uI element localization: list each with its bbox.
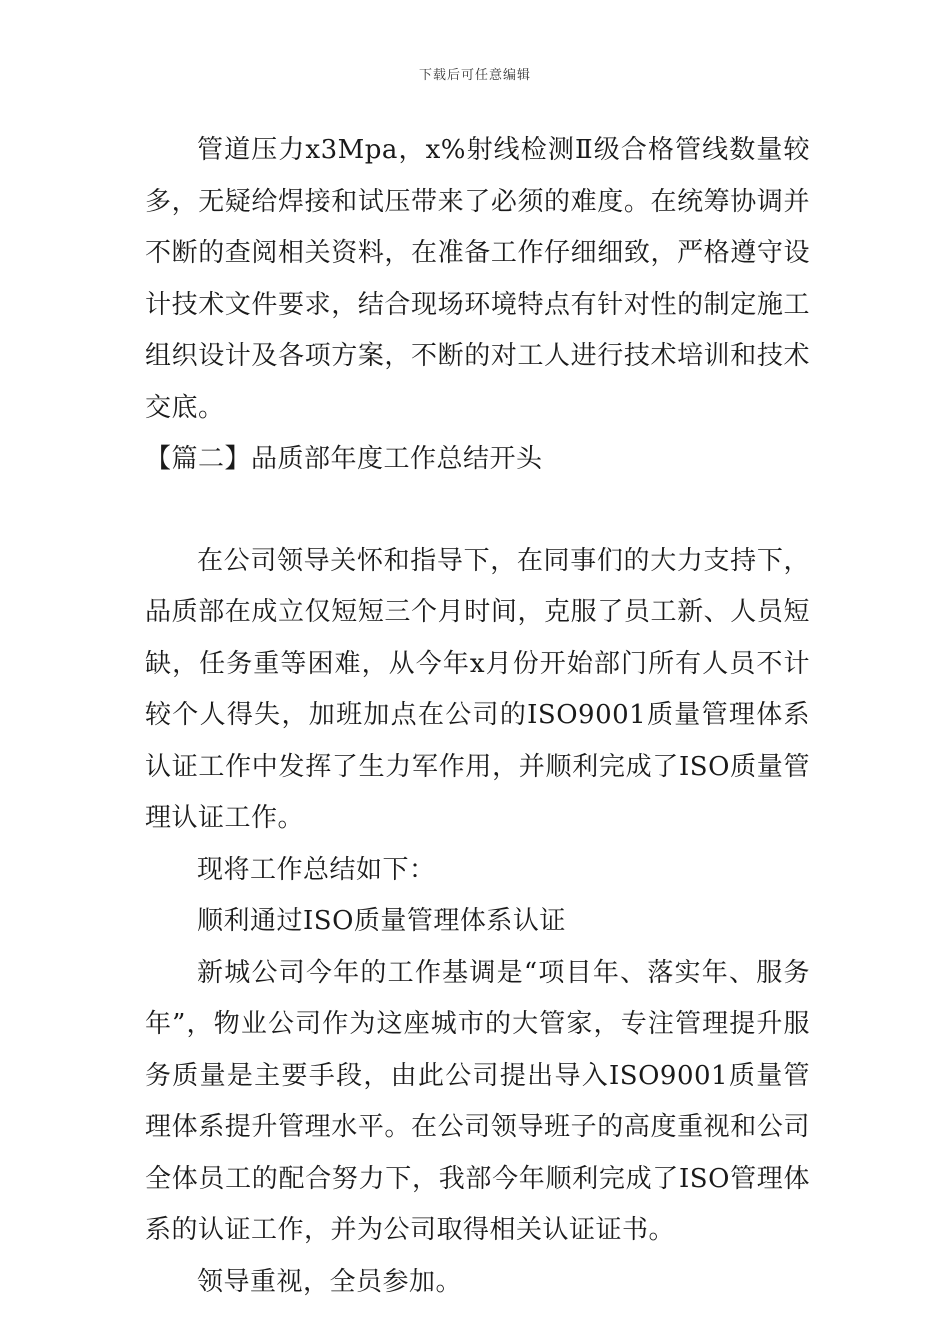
paragraph-summary-lead: 现将工作总结如下：: [197, 854, 436, 885]
blank-line: [145, 486, 810, 536]
document-body: [145, 125, 810, 1308]
paragraph-intro: 在公司领导关怀和指导下，在同事们的大力支持下，品质部在成立仅短短三个月时间，克服了员工新、人员短缺，任务重等困难，从今年x月份开始部门所有人员不计较个人得失，加班加点在公司的ISO9001质量管理体系认证工作中发挥了生力军作用，并顺利完成了ISO质量管理认证工作。: [145, 545, 810, 833]
paragraph-leadership: 领导重视，全员参加。: [197, 1266, 463, 1297]
section-heading: 【篇二】品质部年度工作总结开头: [145, 444, 543, 474]
paragraph-subheading-iso: 顺利通过ISO质量管理体系认证: [197, 906, 566, 936]
paragraph-pipeline-pressure: 管道压力x3Mpa，x%射线检测Ⅱ级合格管线数量较多，无疑给焊接和试压带来了必须的难度。在统筹协调并不断的查阅相关资料，在准备工作仔细细致，严格遵守设计技术文件要求，结合现场环境特点有针对性的制定施工组织设计及各项方案，不断的对工人进行技术培训和技术交底。: [145, 135, 810, 423]
paragraph-iso-details: 新城公司今年的工作基调是“项目年、落实年、服务年”，物业公司作为这座城市的大管家，专注管理提升服务质量是主要手段，由此公司提出导入ISO9001质量管理体系提升管理水平。在公司领导班子的高度重视和公司全体员工的配合努力下，我部今年顺利完成了ISO管理体系的认证工作，并为公司取得相关认证证书。: [145, 957, 810, 1245]
page-header: 下载后可任意编辑: [418, 68, 531, 83]
